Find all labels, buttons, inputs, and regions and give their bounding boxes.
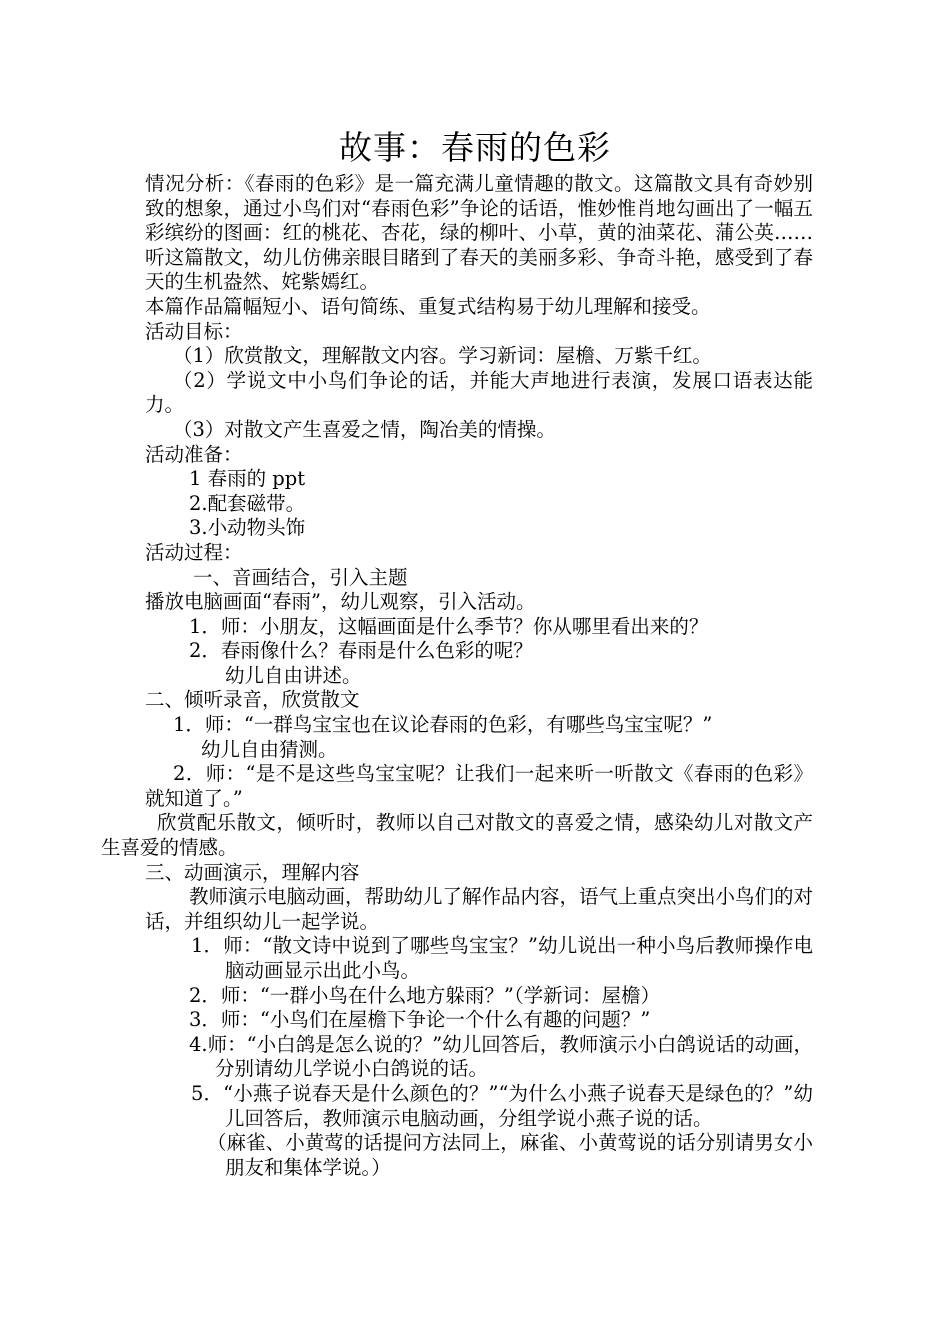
preparation-item: 3.小动物头饰 — [189, 516, 306, 540]
paragraph: 播放电脑画面“春雨”，幼儿观察，引入活动。 — [145, 590, 536, 614]
list-item: 2．春雨像什么？春雨是什么色彩的呢？ — [189, 639, 533, 663]
list-item: 3．师：“小鸟们在屋檐下争论一个什么有趣的问题？” — [189, 1008, 651, 1032]
paragraph: 本篇作品篇幅短小、语句简练、重复式结构易于幼儿理解和接受。 — [145, 294, 711, 318]
list-item: 幼儿自由讲述。 — [225, 663, 362, 687]
document-title: 故事：春雨的色彩 — [339, 128, 611, 167]
process-step-heading: 三、动画演示，理解内容 — [145, 860, 360, 884]
section-heading-process: 活动过程： — [145, 540, 243, 564]
list-item: 2．师：“一群小鸟在什么地方躲雨？”（学新词：屋檐） — [189, 983, 661, 1007]
list-item: 1．师：小朋友，这幅画面是什么季节？你从哪里看出来的？ — [189, 614, 709, 638]
paragraph: 教师演示电脑动画，帮助幼儿了解作品内容，语气上重点突出小鸟们的对话，并组织幼儿一起学说。 — [145, 885, 814, 933]
goal-item: （3）对散文产生喜爱之情，陶冶美的情操。 — [173, 417, 556, 441]
process-step-heading: 二、倾听录音，欣赏散文 — [145, 688, 360, 712]
section-heading-goals: 活动目标： — [145, 319, 243, 343]
list-item: 4.师：“小白鸽是怎么说的？”幼儿回答后，教师演示小白鸽说话的动画，分别请幼儿学说小白鸽说的话。 — [189, 1032, 813, 1081]
process-step-heading: 一、音画结合，引入主题 — [193, 565, 408, 589]
paragraph: 欣赏配乐散文，倾听时，教师以自己对散文的喜爱之情，感染幼儿对散文产生喜爱的情感。 — [101, 811, 813, 860]
section-heading-preparation: 活动准备： — [145, 442, 243, 466]
goal-item: （1）欣赏散文，理解散文内容。学习新词：屋檐、万紫千红。 — [173, 344, 712, 368]
list-item: 1．师：“散文诗中说到了哪些鸟宝宝？”幼儿说出一种小鸟后教师操作电脑动画显示出此小鸟。 — [191, 934, 813, 982]
list-item: 5．“小燕子说春天是什么颜色的？”“为什么小燕子说春天是绿色的？”幼儿回答后，教师演示电脑动画，分组学说小燕子说的话。 — [191, 1081, 813, 1130]
document-body — [101, 172, 814, 1180]
list-item: 幼儿自由猜测。 — [201, 737, 338, 761]
situation-analysis-paragraph: 情况分析：《春雨的色彩》是一篇充满儿童情趣的散文。这篇散文具有奇妙别致的想象，通过小鸟们对“春雨色彩”争论的话语，惟妙惟肖地勾画出了一幅五彩缤纷的图画：红的桃花、杏花，绿的柳叶、小草，黄的油菜花、蒲公英……听这篇散文，幼儿仿佛亲眼目睹到了春天的美丽多彩、争奇斗艳，感受到了春天的生机盎然、姹紫嫣红。 — [145, 172, 813, 294]
note-paragraph: （麻雀、小黄莺的话提问方法同上，麻雀、小黄莺说的话分别请男女小朋友和集体学说。） — [207, 1131, 813, 1179]
goal-item: （2）学说文中小鸟们争论的话，并能大声地进行表演，发展口语表达能力。 — [145, 368, 813, 417]
preparation-item: 1 春雨的 ppt — [189, 467, 306, 491]
list-item: 1．师：“一群鸟宝宝也在议论春雨的色彩，有哪些鸟宝宝呢？” — [173, 713, 713, 737]
list-item: 2．师：“是不是这些鸟宝宝呢？让我们一起来听一听散文《春雨的色彩》就知道了。” — [145, 762, 813, 810]
preparation-item: 2.配套磁带。 — [189, 491, 306, 515]
